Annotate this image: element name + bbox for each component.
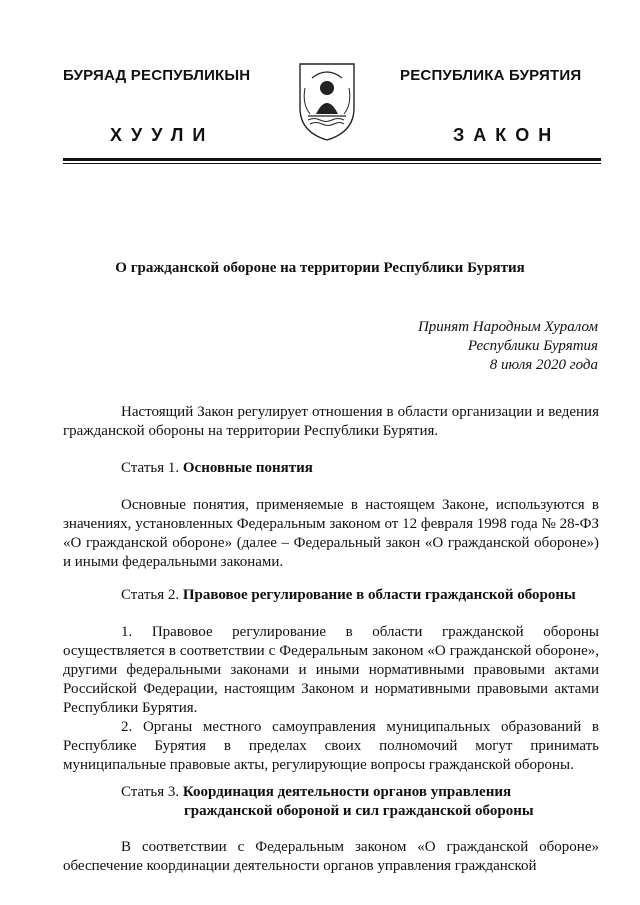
article-title: Основные понятия <box>182 460 313 476</box>
article-title: Координация деятельности органов управления <box>182 784 512 800</box>
article-prefix: Статья 3. <box>121 784 180 800</box>
adoption-line-2: Республики Бурятия <box>467 338 598 354</box>
article-1-heading <box>121 459 313 478</box>
intro-paragraph: Настоящий Закон регулирует отношения в области организации и ведения гражданской обороны на территории Республики Бурятия. <box>63 404 599 439</box>
header-right-top: РЕСПУБЛИКА БУРЯТИЯ <box>400 67 582 84</box>
header-rule-thin <box>63 163 601 164</box>
header-right-bottom: ЗАКОН <box>453 125 561 145</box>
paragraph: 1. Правовое регулирование в области гражданской обороны осуществляется в соответствии с Федеральным законом «О гражданской обороне», другими федеральными законами и иными нормативными правовыми актами Российской Федерации, настоящим Законом и нормативными правовыми актами Республики Бурятия. <box>63 624 599 716</box>
paragraph: В соответствии с Федеральным законом «О гражданской обороне» обеспечение координации деятельности органов управления гражданской <box>63 839 599 874</box>
article-2-heading <box>121 586 576 605</box>
intro-block <box>63 403 599 441</box>
paragraph: 2. Органы местного самоуправления муниципальных образований в Республике Бурятия в пределах своих полномочий могут принимать муниципальные правовые акты, регулирующие вопросы гражданской обороны. <box>63 719 599 773</box>
paragraph: Основные понятия, применяемые в настоящем Законе, используются в значениях, установленных Федеральным законом от 12 февраля 1998 года № 28-ФЗ «О гражданской обороне» (далее – Федеральный закон «О гражданской обороне») и иными федеральными законами. <box>63 497 599 570</box>
article-2-body <box>63 623 599 775</box>
adoption-line-1: Принят Народным Хуралом <box>417 319 598 335</box>
article-3-body <box>63 838 599 876</box>
article-prefix: Статья 1. <box>121 460 180 476</box>
header-left-top: БУРЯАД РЕСПУБЛИКЫН <box>63 67 251 84</box>
article-prefix: Статья 2. <box>121 587 180 603</box>
coat-of-arms-icon <box>296 58 358 142</box>
article-title: Правовое регулирование в области гражданской обороны <box>182 587 576 603</box>
document-title: О гражданской обороне на территории Республики Бурятия <box>115 260 525 276</box>
header-rule-thick <box>63 158 601 161</box>
adoption-line-3: 8 июля 2020 года <box>489 357 598 373</box>
article-3-heading <box>121 783 534 821</box>
header-left-bottom: ХУУЛИ <box>110 125 215 145</box>
article-1-body <box>63 496 599 572</box>
article-title-continuation: гражданской обороной и сил гражданской обороны <box>184 803 534 819</box>
adoption-note <box>338 318 598 375</box>
